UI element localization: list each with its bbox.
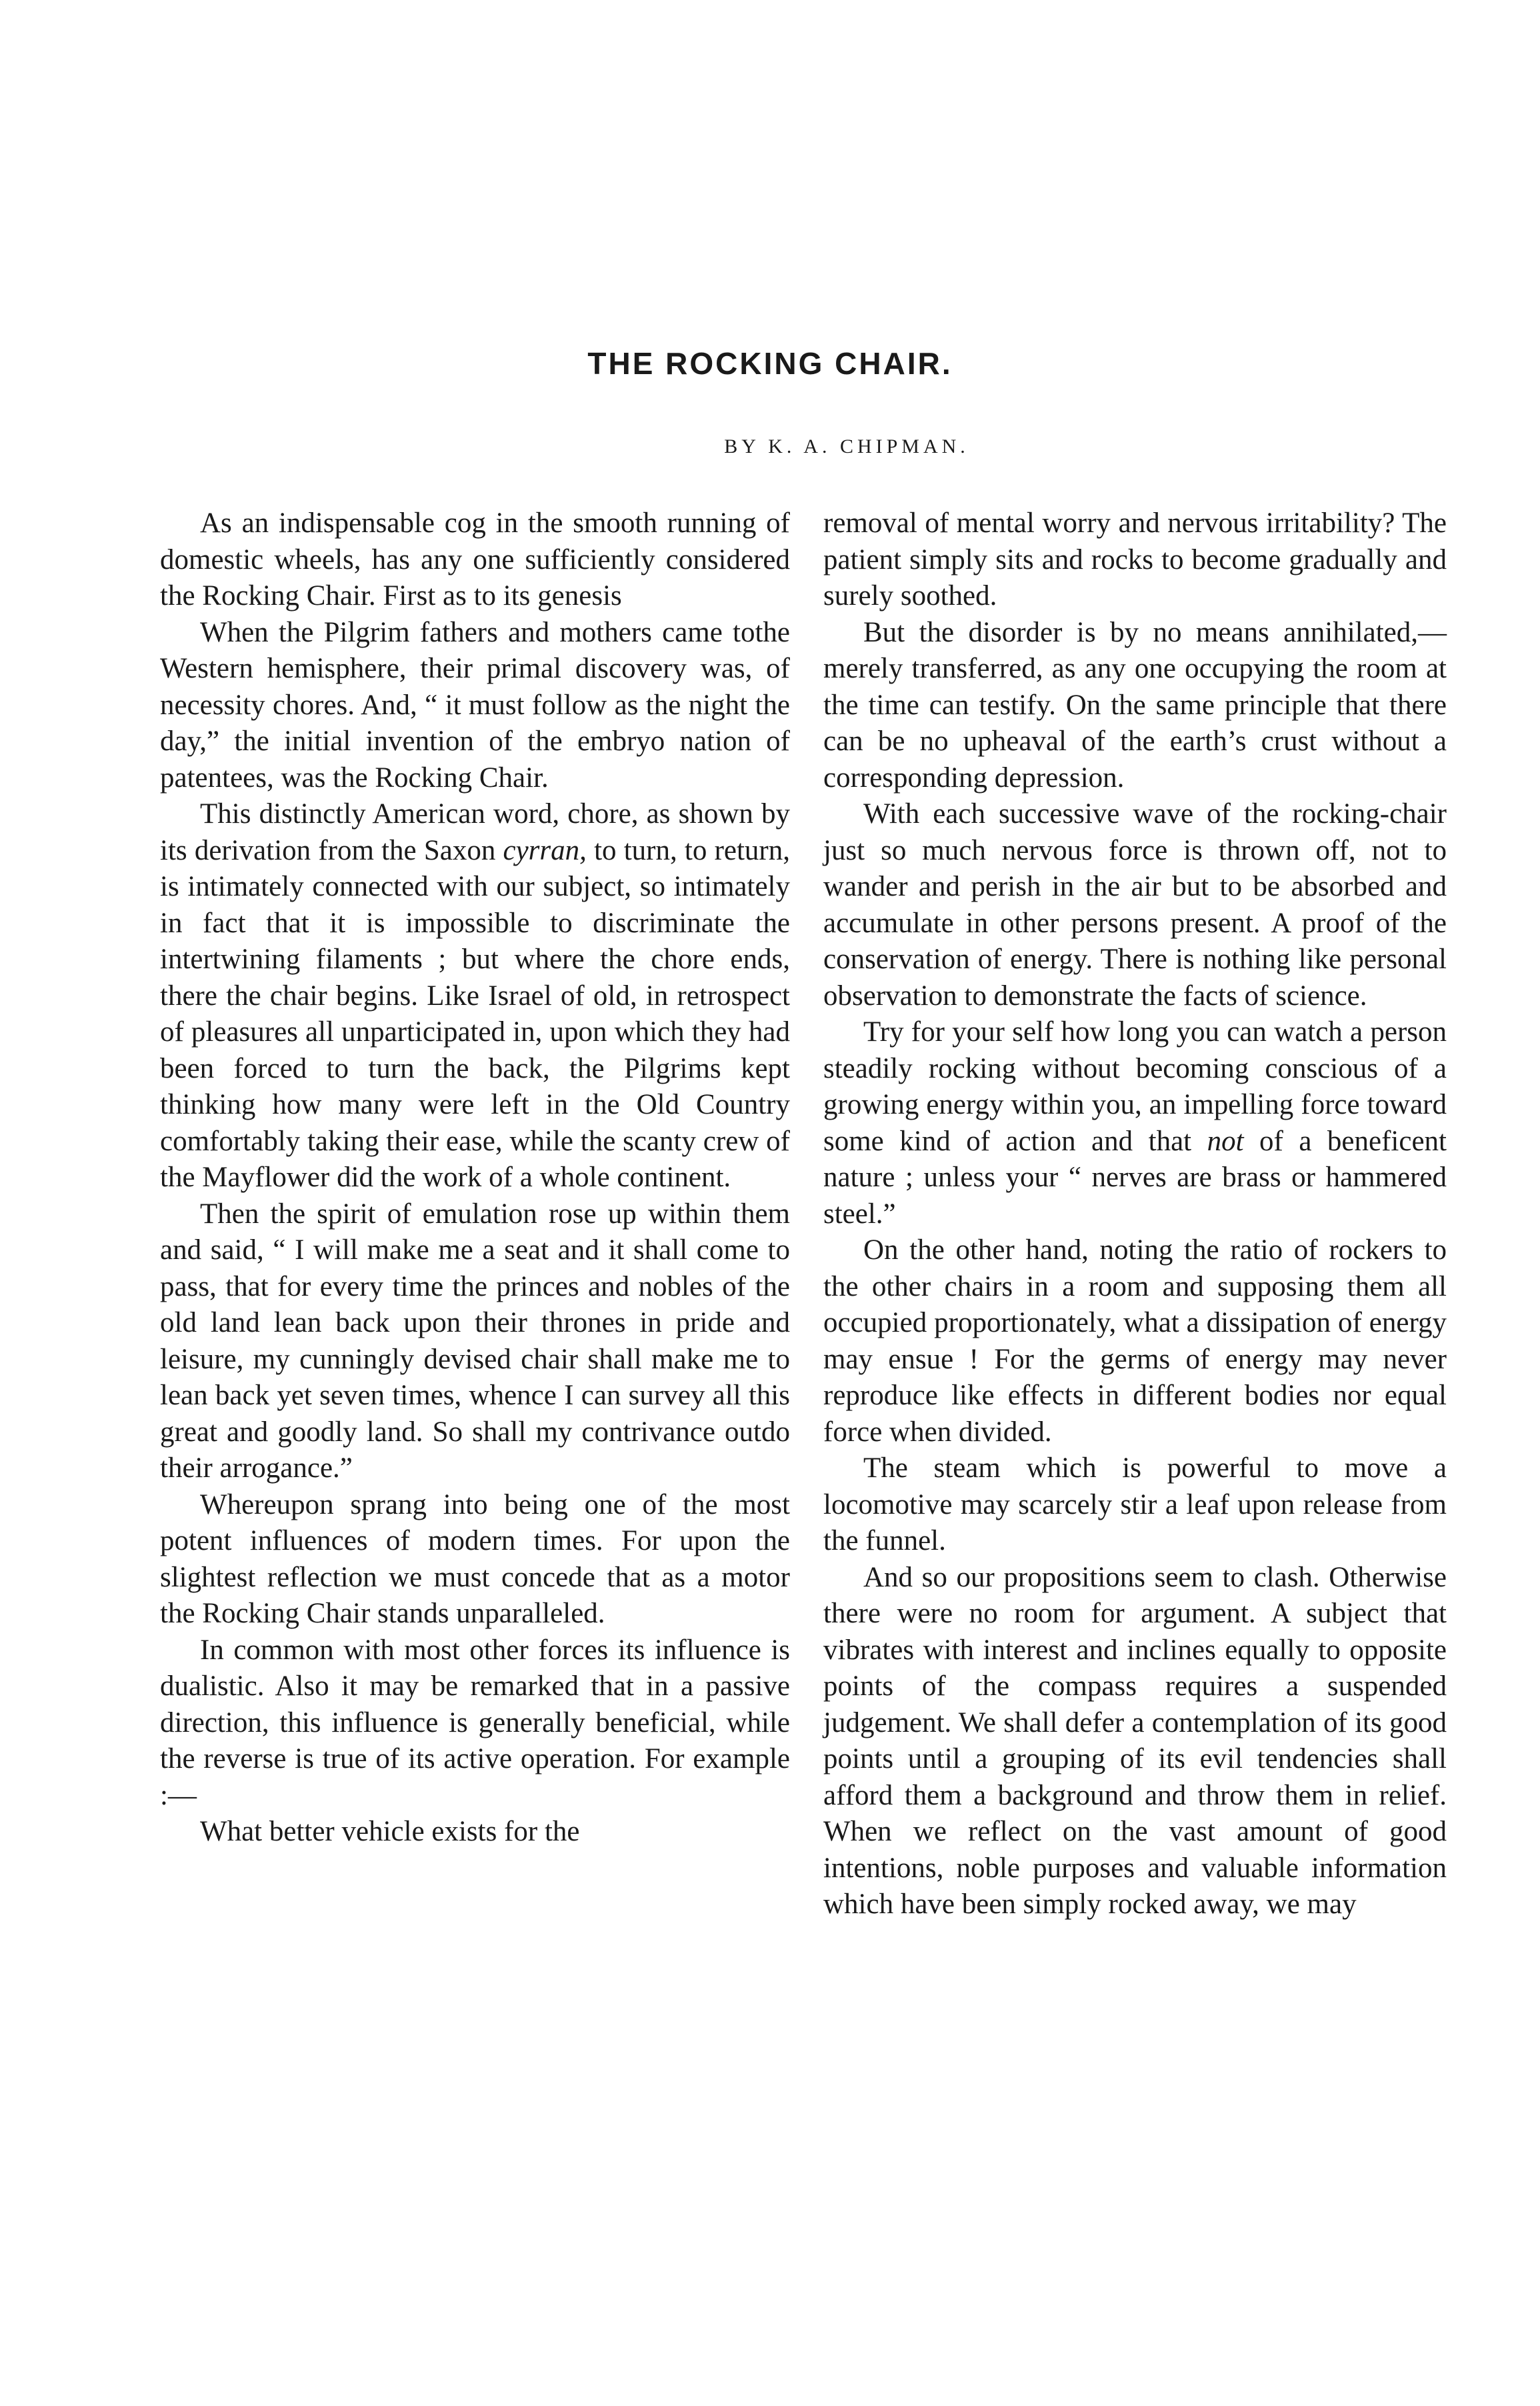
left-column [160, 505, 790, 1851]
paragraph: The steam which is powerful to move a locomotive may scarcely stir a leaf upon release from the funnel. [823, 1452, 1447, 1556]
paragraph: But the disorder is by no means annihilated,—merely transferred, as any one occupying the room at the time can testify. On the same principle that there can be no upheaval of the earth’s crust without a corresponding depression. [823, 616, 1447, 794]
paragraph: With each successive wave of the rocking-chair just so much nervous force is thrown off, not to wander and perish in the air but to be absorbed and accumulate in other persons present. A proof of the conservation of energy. There is nothing like personal observation to demonstrate the facts of science. [823, 798, 1447, 1012]
italic-word: cyrran, [503, 834, 587, 866]
paragraph-continued: removal of mental worry and nervous irritability? The patient simply sits and rocks to become gradually and surely soothed. [823, 507, 1447, 612]
article-byline: BY K. A. CHIPMAN. [724, 435, 969, 457]
paragraph: When the Pilgrim fathers and mothers came tothe Western hemisphere, their primal discovery was, of necessity chores. And, “ it must follow as the night the day,” the initial invention of the embryo nation of patentees, was the Rocking Chair. [160, 616, 790, 794]
right-column [823, 505, 1447, 1923]
paragraph [823, 1014, 1447, 1232]
paragraph: And so our propositions seem to clash. Otherwise there were no room for argument. A subject that vibrates with interest and inclines equally to opposite points of the compass requires a suspended judgement. We shall defer a contemplation of its good points until a grouping of its evil tendencies shall afford them a background and throw them in relief. When we reflect on the vast amount of good intentions, noble purposes and valuable information which have been simply rocked away, we may [823, 1561, 1447, 1920]
paragraph-text: Try for your self how long you can watch a person steadily rocking without becoming conscious of a growing energy within you, an impelling force toward some kind of action and that [823, 1016, 1447, 1157]
paragraph: What better vehicle exists for the [200, 1816, 580, 1847]
paragraph [160, 796, 790, 1196]
paragraph-text: of a beneficent nature ; unless your “ nerves are brass or hammered steel.” [823, 1125, 1447, 1230]
paragraph: Whereupon sprang into being one of the most potent influences of modern times. For upon the slightest reflection we must concede that as a motor the Rocking Chair stands unparalleled. [160, 1488, 790, 1629]
paragraph-text: This distinctly American word, chore, as shown by its derivation from the Saxon [160, 798, 790, 866]
italic-word: not [1207, 1125, 1244, 1157]
article-title: THE ROCKING CHAIR. [587, 346, 953, 381]
paragraph: As an indispensable cog in the smooth running of domestic wheels, has any one sufficiently considered the Rocking Chair. First as to its genesis [160, 507, 790, 612]
paragraph: In common with most other forces its influence is dualistic. Also it may be remarked that in a passive direction, this influence is generally beneficial, while the reverse is true of its active operation. For example :— [160, 1634, 790, 1811]
paragraph-text: to turn, to return, is intimately connected with our subject, so intimately in fact that it is impossible to discriminate the intertwining filaments ; but where the chore ends, there the chair begins. Like Israel of old, in retrospect of pleasures all unparticipated in, upon which they had been forced to turn the back, the Pilgrims kept thinking how many were left in the Old Country comfortably taking their ease, while the scanty crew of the Mayflower did the work of a whole continent. [160, 834, 790, 1193]
paragraph: Then the spirit of emulation rose up within them and said, “ I will make me a seat and it shall come to pass, that for every time the princes and nobles of the old land lean back upon their thrones in pride and leisure, my cunningly devised chair shall make me to lean back yet seven times, whence I can survey all this great and goodly land. So shall my contrivance outdo their arrogance.” [160, 1198, 790, 1484]
paragraph: On the other hand, noting the ratio of rockers to the other chairs in a room and supposing them all occupied proportionately, what a dissipation of energy may ensue ! For the germs of energy may never reproduce like effects in different bodies nor equal force when divided. [823, 1234, 1447, 1448]
